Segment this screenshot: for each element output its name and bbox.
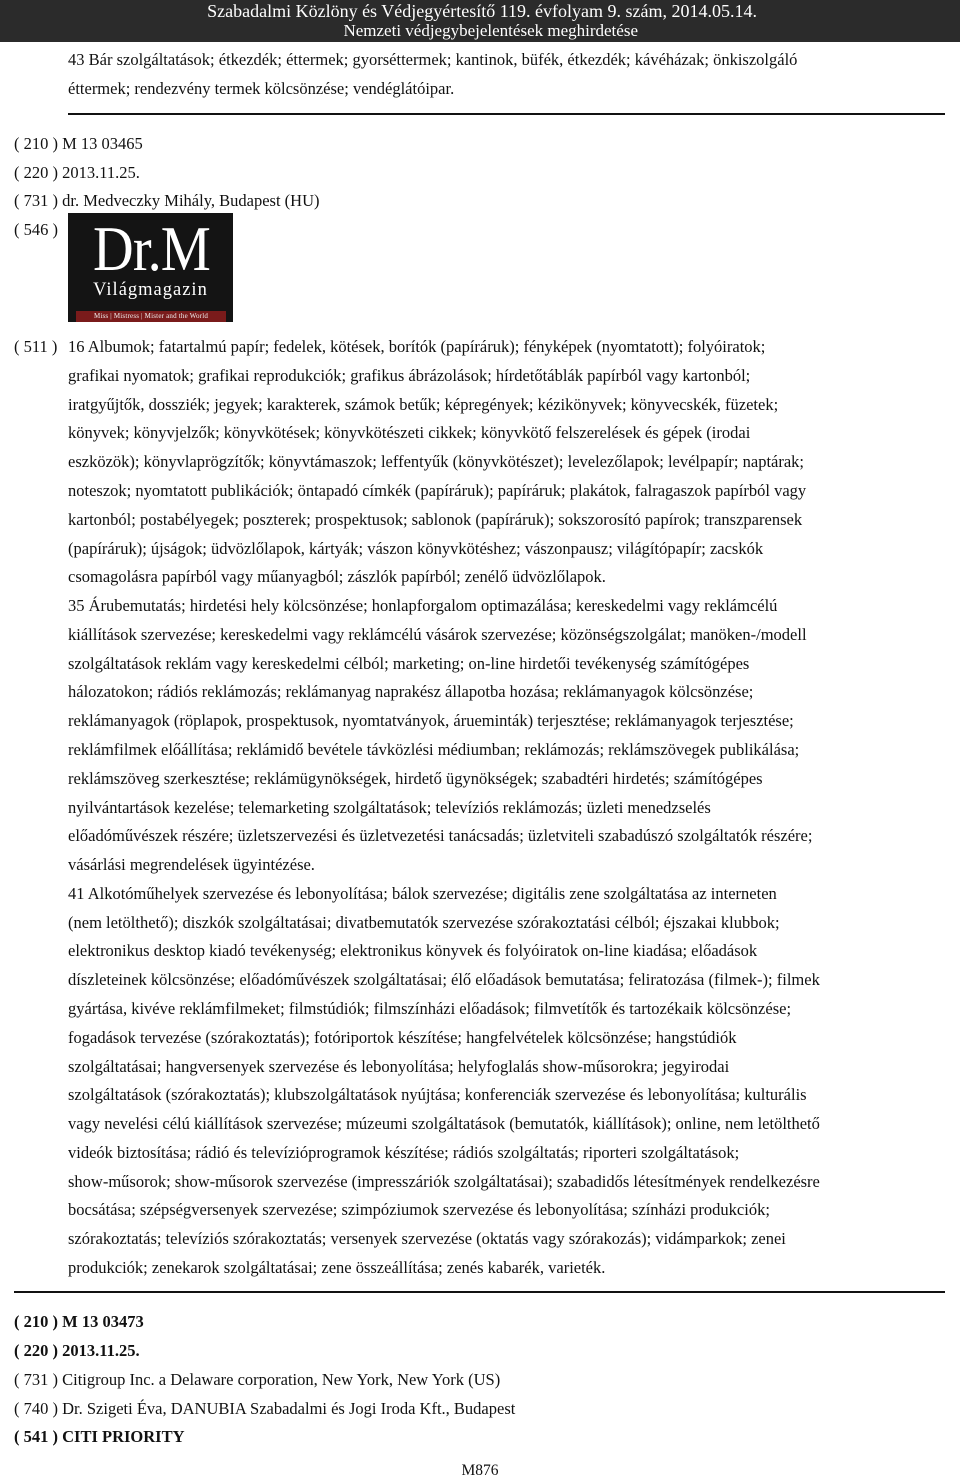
field-220: ( 220 ) 2013.11.25. xyxy=(14,163,140,182)
goods-line: bocsátása; szépségversenyek szervezése; szimpóziumok szervezése és lebonyolítása; színházi produkciók; xyxy=(68,1200,770,1220)
field-740: ( 740 ) Dr. Szigeti Éva, DANUBIA Szabadalmi és Jogi Iroda Kft., Budapest xyxy=(14,1399,516,1418)
goods-line: vásárlási megrendelések ügyintézése. xyxy=(68,855,315,874)
goods-line: kartonból; postabélyegek; poszterek; prospektusok; sablonok (papíráruk); sokszorosító papírok; transzparensek xyxy=(68,509,803,529)
prev-entry-line: 43 Bár szolgáltatások; étkezdék; éttermek; gyorséttermek; kantinok, büfék, étkezdék; kávéházak; önkiszolgáló xyxy=(68,50,798,69)
goods-line: könyvek; könyvjelzők; könyvkötések; könyvkötészeti cikkek; könyvkötő felszerelések és gépek (irodai xyxy=(68,423,751,443)
goods-line: 41 Alkotóműhelyek szervezése és lebonyolítása; bálok szervezése; digitális zene szolgáltatása az interneten xyxy=(68,883,777,903)
goods-line: nyilvántartások kezelése; telemarketing szolgáltatások; televíziós reklámozás; üzleti menedzselés xyxy=(68,797,711,817)
goods-line: eszközök); könyvlaprögzítők; könyvtámaszok; leffentyűk (könyvkötészet); levelezőlapok; levélpapír; naptárak; xyxy=(68,452,804,472)
goods-line: grafikai nyomatok; grafikai reprodukciók; grafikus ábrázolások; hírdetőtáblák papírból vagy kartonból; xyxy=(68,365,751,385)
goods-line: vagy nevelési célú kiállítások szervezése; múzeumi szolgáltatások (bemutatók, kiállítások); online, nem letölthető xyxy=(68,1114,820,1134)
goods-line: elektronikus desktop kiadó tevékenység; elektronikus könyvek és folyóiratok on-line kiadása; előadások xyxy=(68,941,758,961)
goods-line: 16 Albumok; fatartalmú papír; fedelek, kötések, borítók (papíráruk); fényképek (nyomtatott); folyóiratok; xyxy=(68,337,766,356)
field-546: ( 546 ) xyxy=(14,220,58,239)
logo-sub-text: Világmagazin xyxy=(93,280,208,300)
publication-header xyxy=(0,0,960,42)
trademark-logo xyxy=(68,213,233,322)
goods-line: noteszok; nyomtatott publikációk; öntapadó címkék (papíráruk); papíráruk; plakátok, falragaszok papírból vagy xyxy=(68,480,807,500)
goods-line: gyártása, kivéve reklámfilmeket; filmstúdiók; filmszínházi előadások; filmvetítők és tartozékaik kölcsönzése; xyxy=(68,998,792,1018)
separator-rule xyxy=(14,1291,945,1293)
goods-line: szórakoztatás; televíziós szórakoztatás; versenyek szervezése (oktatás vagy szórakozás); vidámparkok; zenei xyxy=(68,1229,786,1249)
goods-line: előadóművészek részére; üzletszervezési és üzletvezetési tanácsadás; üzletviteli szabadúszó szolgáltatók részére; xyxy=(68,826,813,846)
goods-line: reklámszöveg szerkesztése; reklámügynökségek, hirdető ügynökségek; szabadtéri hirdetés; számítógépes xyxy=(68,768,763,788)
field-220: ( 220 ) 2013.11.25. xyxy=(14,1341,140,1360)
prev-entry-line: éttermek; rendezvény termek kölcsönzése; vendéglátóipar. xyxy=(68,79,455,98)
goods-line: (papíráruk); újságok; üdvözlőlapok, kártyák; vászon könyvkötéshez; vászonpausz; világítópapír; zacskók xyxy=(68,538,764,558)
goods-line: show-műsorok; show-műsorok szervezése (impresszáriók szolgáltatásai); szabadidős létesítmények rendelkezésre xyxy=(68,1171,820,1191)
goods-line: iratgyűjtők, dossziék; jegyek; karakterek, számok betűk; képregények; kézikönyvek; könyvecskék, füzetek; xyxy=(68,394,779,414)
goods-line: szolgáltatásai; hangversenyek szervezése és lebonyolítása; helyfoglalás show-műsorokra; jegyirodai xyxy=(68,1056,730,1076)
goods-line: (nem letölthető); diszkók szolgáltatásai; divatbemutatók szervezése szórakoztatási célból; éjszakai klubbok; xyxy=(68,912,780,932)
goods-line: reklámfilmek előállítása; reklámidő bevétele távközlési médiumban; reklámozás; reklámszövegek publikálása; xyxy=(68,739,800,759)
field-731: ( 731 ) dr. Medveczky Mihály, Budapest (HU) xyxy=(14,191,320,210)
goods-line: kiállítások szervezése; kereskedelmi vagy reklámcélú vásárok szervezése; közönségszolgálat; manöken-/modell xyxy=(68,624,807,644)
goods-line: fogadások tervezése (szórakoztatás); fotóriportok készítése; hangfelvételek kölcsönzése; hangstúdiók xyxy=(68,1027,737,1047)
goods-line: szolgáltatások (szórakoztatás); klubszolgáltatások nyújtása; konferenciák szervezése és lebonyolítása; kulturális xyxy=(68,1085,807,1105)
goods-line: díszleteinek kölcsönzése; előadóművészek szolgáltatásai; élő előadások bemutatása; feliratozása (filmek-); filmek xyxy=(68,970,820,990)
logo-main-text: Dr.M xyxy=(93,213,210,284)
goods-line: produkciók; zenekarok szolgáltatásai; zene összeállítása; zenés kabarék, varieték. xyxy=(68,1258,606,1277)
separator-rule xyxy=(68,113,945,115)
goods-line: videók biztosítása; rádió és televízióprogramok készítése; rádiós szolgáltatás; riporteri szolgáltatások; xyxy=(68,1142,740,1162)
goods-line: szolgáltatások reklám vagy kereskedelmi célból; marketing; on-line hirdetői tevékenység számítógépes xyxy=(68,653,750,673)
goods-line: reklámanyagok (röplapok, prospektusok, nyomtatványok, árueminták) terjesztése; reklámanyagok terjesztése; xyxy=(68,711,794,731)
field-210: ( 210 ) M 13 03473 xyxy=(14,1312,144,1331)
field-210: ( 210 ) M 13 03465 xyxy=(14,134,143,153)
goods-line: 35 Árubemutatás; hirdetési hely kölcsönzése; honlapforgalom optimazálása; kereskedelmi vagy reklámcélú xyxy=(68,596,778,615)
field-541: ( 541 ) CITI PRIORITY xyxy=(14,1427,185,1446)
section-title: Nemzeti védjegybejelentések meghirdetése xyxy=(343,21,638,40)
field-731: ( 731 ) Citigroup Inc. a Delaware corporation, New York, New York (US) xyxy=(14,1370,501,1389)
page-number: M876 xyxy=(461,1462,499,1479)
goods-line: csomagolásra papírból vagy műanyagból; zászlók papírból; zenélő üdvözlőlapok. xyxy=(68,567,606,587)
logo-strip-text: Miss | Mistress | Mister and the World xyxy=(76,311,226,322)
field-511: ( 511 ) xyxy=(14,337,58,356)
journal-title: Szabadalmi Közlöny és Védjegyértesítő 119. évfolyam 9. szám, 2014.05.14. xyxy=(207,1,757,21)
goods-line: hálozatokon; rádiós reklámozás; reklámanyag naprakész állapotba hozása; reklámanyagok kölcsönzése; xyxy=(68,682,754,702)
